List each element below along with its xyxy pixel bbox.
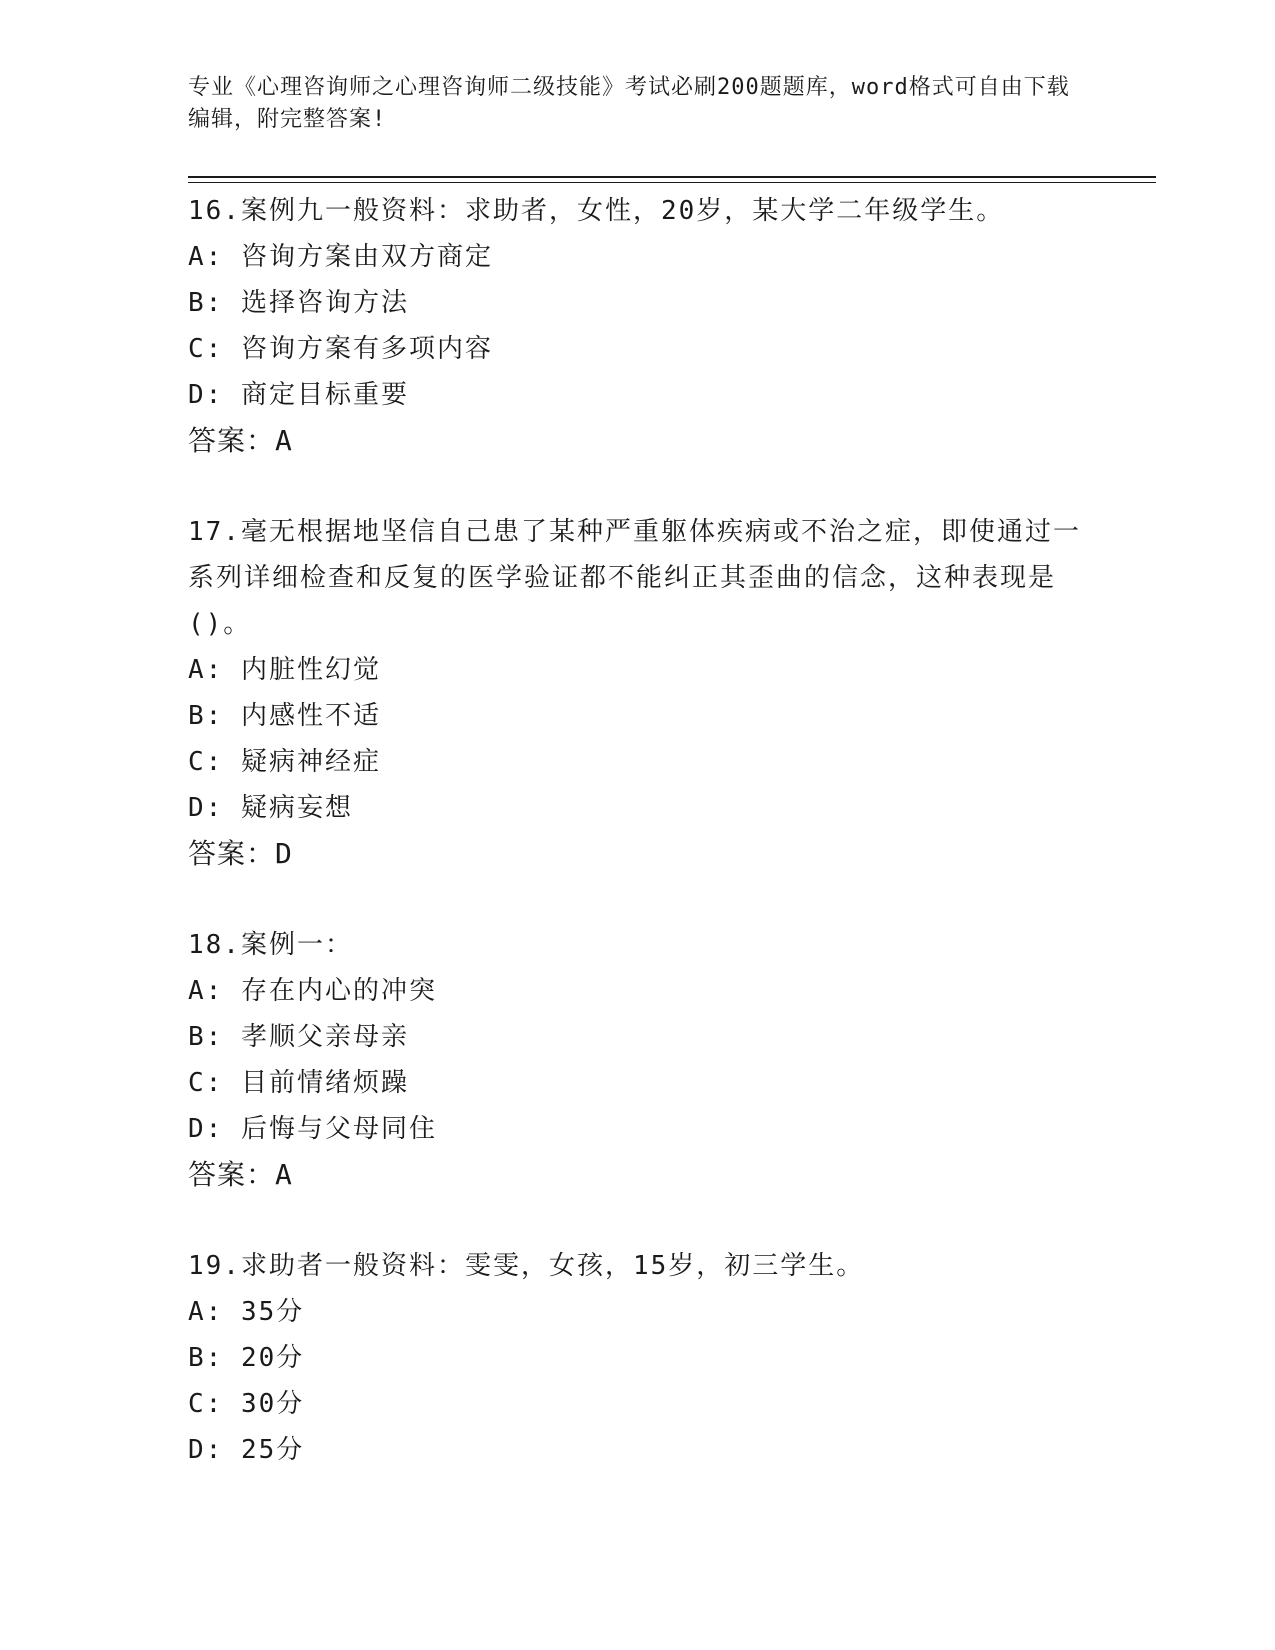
question-stem: 18.案例一： [188,930,353,960]
question-stem: 17.毫无根据地坚信自己患了某种严重躯体疾病或不治之症，即使通过一系列详细检查和反复的医学验证都不能纠正其歪曲的信念，这种表现是()。 [188,517,1081,639]
question-16 [188,188,1088,464]
question-list [188,188,1088,1473]
option-d: D: 后悔与父母同住 [188,1114,437,1144]
question-19 [188,1243,1088,1473]
question-17 [188,509,1088,877]
answer-line: 答案：A [188,424,293,457]
document-header: 专业《心理咨询师之心理咨询师二级技能》考试必刷200题题库，word格式可自由下载编辑，附完整答案! [188,75,1070,132]
header-divider-thin [188,182,1156,183]
option-b: B: 内感性不适 [188,701,381,731]
option-a: A: 存在内心的冲突 [188,976,437,1006]
question-stem: 16.案例九一般资料：求助者，女性，20岁，某大学二年级学生。 [188,196,1005,226]
option-c: C: 30分 [188,1389,305,1419]
option-a: A: 咨询方案由双方商定 [188,242,493,272]
question-spacer [188,877,1088,922]
option-c: C: 咨询方案有多项内容 [188,334,493,364]
question-spacer [188,464,1088,509]
answer-line: 答案：A [188,1158,293,1191]
option-d: D: 疑病妄想 [188,793,353,823]
question-18 [188,922,1088,1198]
option-b: B: 孝顺父亲母亲 [188,1022,409,1052]
option-c: C: 疑病神经症 [188,747,381,777]
question-spacer [188,1198,1088,1243]
option-a: A: 内脏性幻觉 [188,655,381,685]
option-b: B: 20分 [188,1343,305,1373]
option-d: D: 25分 [188,1435,305,1465]
option-c: C: 目前情绪烦躁 [188,1068,409,1098]
option-b: B: 选择咨询方法 [188,288,409,318]
header-divider-thick [188,176,1156,178]
option-d: D: 商定目标重要 [188,380,409,410]
answer-line: 答案：D [188,837,293,870]
option-a: A: 35分 [188,1297,305,1327]
question-stem: 19.求助者一般资料：雯雯，女孩，15岁，初三学生。 [188,1251,865,1281]
